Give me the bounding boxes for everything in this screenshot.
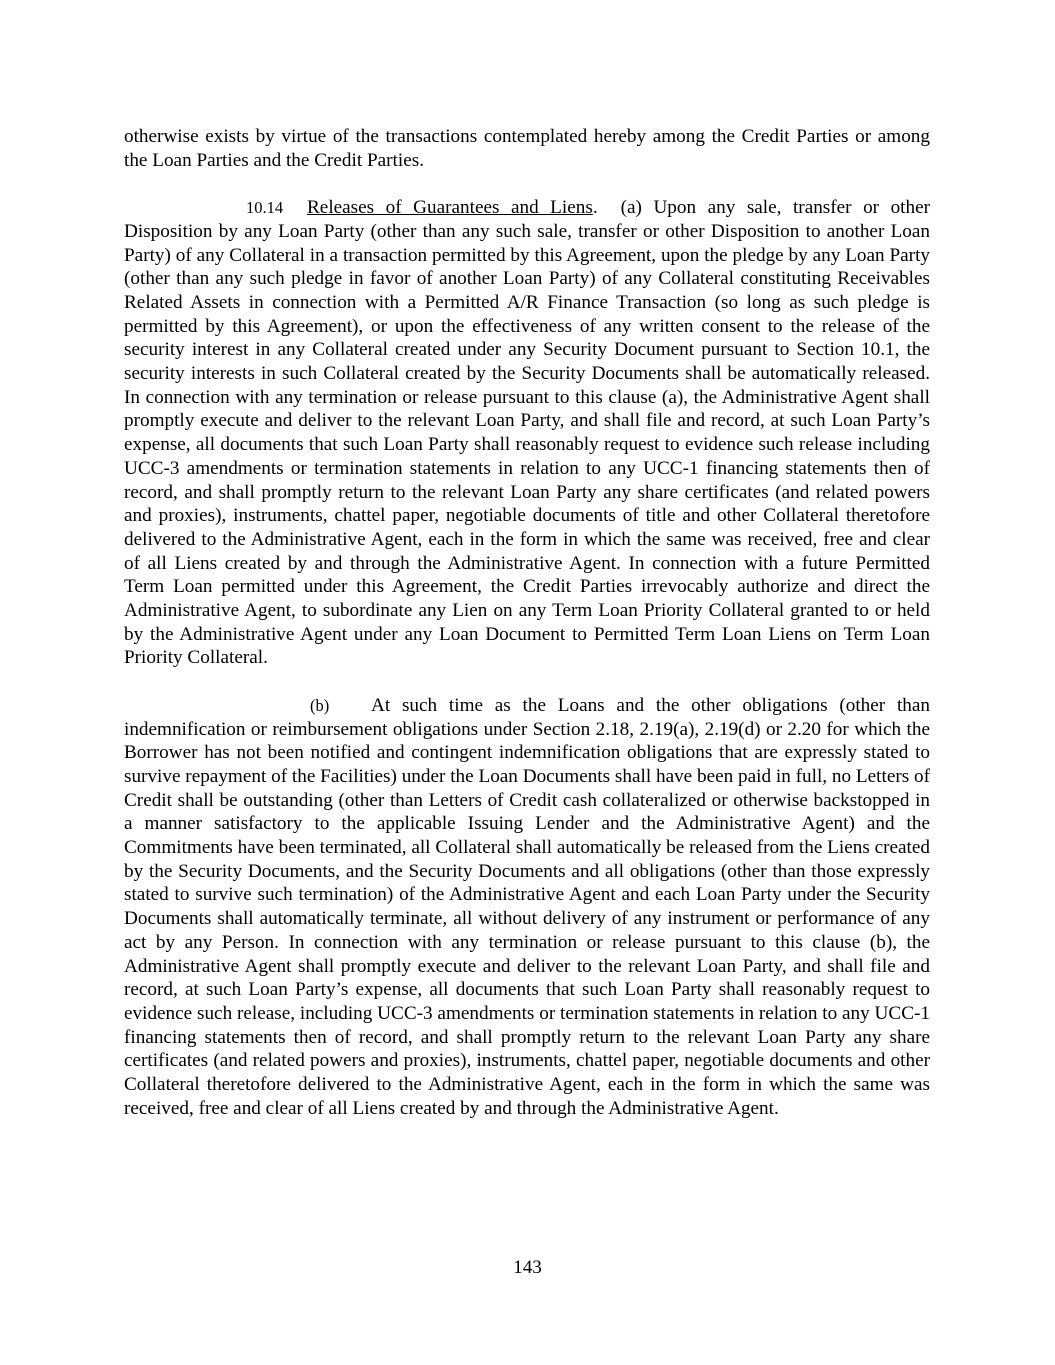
page-number: 143	[513, 1257, 542, 1278]
continuation-paragraph: otherwise exists by virtue of the transactions contemplated hereby among the Credit Parties or among the Loan Parties and the Credit Parties.	[124, 126, 930, 171]
clause-a-text: (a) Upon any sale, transfer or other Disposition by any Loan Party (other than any such sale, transfer or other Disposition to another Loan Party) of any Collateral in a transaction permitted by this Agreement, upon the pledge by any Loan Party (other than any such pledge in favor of another Loan Party) of any Collateral constituting Receivables Related Assets in connection with a Permitted A/R Finance Transaction (so long as such pledge is permitted by this Agreement), or upon the effectiveness of any written consent to the release of the security interest in any Collateral created under any Security Document pursuant to Section 10.1, the security interests in such Collateral created by the Security Documents shall be automatically released. In connection with any termination or release pursuant to this clause (a), the Administrative Agent shall promptly execute and deliver to the relevant Loan Party, and shall file and record, at such Loan Party’s expense, all documents that such Loan Party shall reasonably request to evidence such release including UCC-3 amendments or termination statements in relation to any UCC-1 financing statements then of record, and shall promptly return to the relevant Loan Party any share certificates (and related powers and proxies), instruments, chattel paper, negotiable documents of title and other Collateral theretofore delivered to the Administrative Agent, each in the form in which the same was received, free and clear of all Liens created by and through the Administrative Agent. In connection with a future Permitted Term Loan permitted under this Agreement, the Credit Parties irrevocably authorize and direct the Administrative Agent, to subordinate any Lien on any Term Loan Priority Collateral granted to or held by the Administrative Agent under any Loan Document to Permitted Term Loan Liens on Term Loan Priority Collateral.	[124, 197, 930, 669]
clause-b-text: At such time as the Loans and the other obligations (other than indemnification or reimbursement obligations under Section 2.18, 2.19(a), 2.19(d) or 2.20 for which the Borrower has not been notified and contingent indemnification obligations that are expressly stated to survive repayment of the Facilities) under the Loan Documents shall have been paid in full, no Letters of Credit shall be outstanding (other than Letters of Credit cash collateralized or otherwise backstopped in a manner satisfactory to the applicable Issuing Lender and the Administrative Agent) and the Commitments have been terminated, all Collateral shall automatically be released from the Liens created by the Security Documents, and the Security Documents and all obligations (other than those expressly stated to survive such termination) of the Administrative Agent and each Loan Party under the Security Documents shall automatically terminate, all without delivery of any instrument or performance of any act by any Person. In connection with any termination or release pursuant to this clause (b), the Administrative Agent shall promptly execute and deliver to the relevant Loan Party, and shall file and record, at such Loan Party’s expense, all documents that such Loan Party shall reasonably request to evidence such release, including UCC-3 amendments or termination statements in relation to any UCC-1 financing statements then of record, and shall promptly return to the relevant Loan Party any share certificates (and related powers and proxies), instruments, chattel paper, negotiable documents and other Collateral theretofore delivered to the Administrative Agent, each in the form in which the same was received, free and clear of all Liens created by and through the Administrative Agent.	[124, 694, 930, 1119]
clause-b-label: (b)	[310, 695, 330, 715]
document-body	[124, 125, 930, 1121]
section-10-14-paragraph-b	[124, 694, 930, 1121]
section-10-14-paragraph-a	[124, 196, 930, 670]
section-title: Releases of Guarantees and Liens	[307, 197, 593, 219]
section-number: 10.14	[246, 198, 284, 218]
section-title-punct: .	[592, 197, 598, 219]
